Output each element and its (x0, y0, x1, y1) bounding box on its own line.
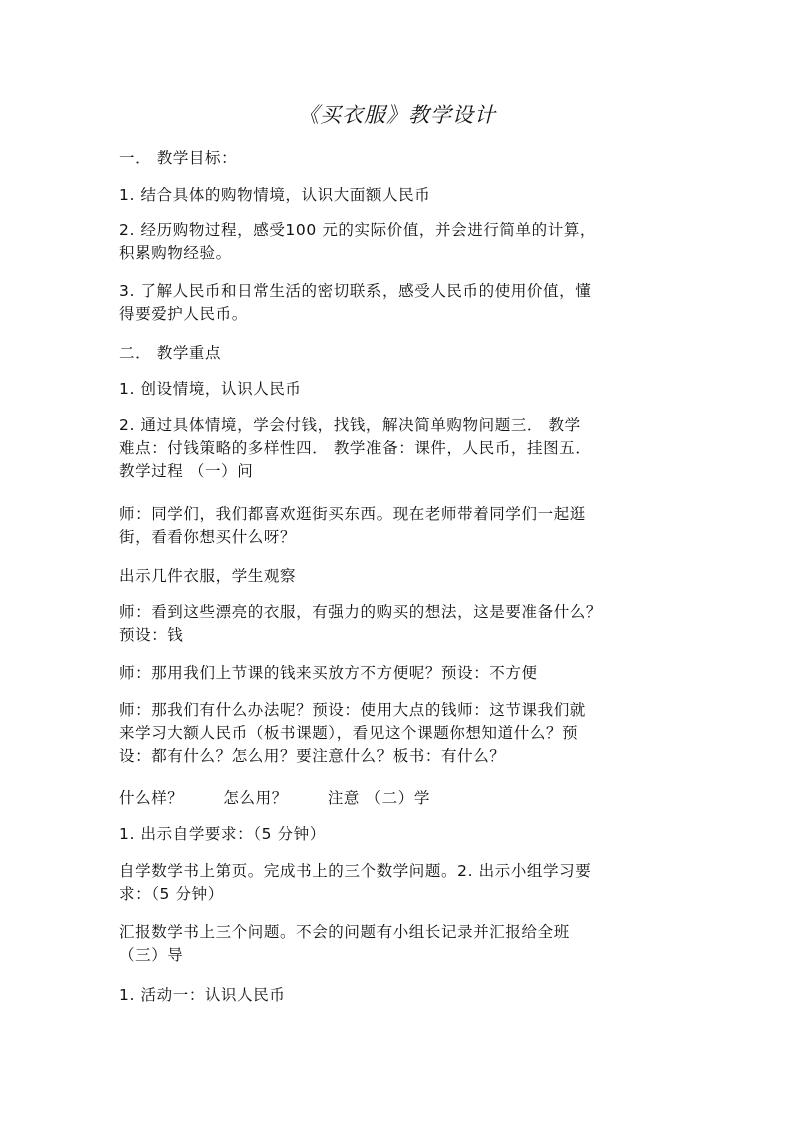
heading-teaching-goals (119, 147, 679, 170)
blackboard-questions (119, 787, 679, 810)
question-segment: 注意 （二）学 (327, 789, 430, 807)
text-line: 来学习大额人民币（板书课题），看见这个课题你想知道什么？预 (119, 724, 579, 742)
text-line: （三）导 (119, 946, 184, 964)
teacher-dialogue (119, 503, 679, 549)
self-study-text (119, 860, 679, 906)
text-line: 1. 结合具体的购物情境，认识大面额人民币 (119, 186, 431, 204)
goal-item-3 (119, 280, 679, 326)
text-line: 积累购物经验。 (119, 244, 232, 262)
text-line: 师：那用我们上节课的钱来买放方不方便呢？预设：不方便 (119, 664, 538, 682)
text-line: 自学数学书上第页。完成书上的三个数学问题。2. 出示小组学习要 (119, 862, 592, 880)
activity-item-1 (119, 984, 679, 1007)
heading-teaching-focus (119, 342, 679, 365)
text-line (119, 787, 679, 810)
goal-item-2 (119, 219, 679, 265)
text-line: 师：那我们有什么办法呢？预设：使用大点的钱师：这节课我们就 (119, 701, 586, 719)
self-study-requirement (119, 823, 679, 846)
focus-item-2 (119, 414, 679, 483)
text-line: 1. 活动一：认识人民币 (119, 986, 286, 1004)
teacher-dialogue (119, 699, 679, 768)
teacher-dialogue (119, 601, 679, 647)
text-line: 师：同学们，我们都喜欢逛街买东西。现在老师带着同学们一起逛 (119, 505, 586, 523)
text-line: 难点：付钱策略的多样性四． 教学准备：课件，人民币，挂图五． (119, 439, 592, 457)
instruction-text (119, 565, 679, 588)
text-line: 二． 教学重点 (119, 344, 222, 362)
text-line: 得要爱护人民币。 (119, 305, 248, 323)
text-line: 3. 了解人民币和日常生活的密切联系，感受人民币的使用价值，懂 (119, 282, 592, 300)
text-line: 汇报数学书上三个问题。不会的问题有小组长记录并汇报给全班 (119, 923, 570, 941)
text-line: 一． 教学目标： (119, 149, 238, 167)
text-line: 出示几件衣服，学生观察 (119, 567, 297, 585)
question-segment: 怎么用？ (223, 789, 288, 807)
text-line: 设：都有什么？怎么用？要注意什么？板书：有什么？ (119, 747, 506, 765)
text-line: 求：（5 分钟） (119, 885, 224, 903)
text-line: 1. 创设情境，认识人民币 (119, 380, 302, 398)
text-line: 师：看到这些漂亮的衣服，有强力的购买的想法，这是要准备什么？ (119, 603, 603, 621)
focus-item-1 (119, 378, 679, 401)
text-line: 2. 通过具体情境，学会付钱，找钱，解决简单购物问题三． 教学 (119, 416, 581, 434)
text-line: 1. 出示自学要求：（5 分钟） (119, 825, 326, 843)
question-segment: 什么样？ (119, 789, 184, 807)
text-line: 街，看看你想买什么呀？ (119, 528, 297, 546)
text-line: 预设：钱 (119, 626, 184, 644)
text-line: 教学过程 （一）问 (119, 462, 254, 480)
teacher-dialogue (119, 662, 679, 685)
goal-item-1 (119, 184, 679, 207)
report-text (119, 921, 679, 967)
document-title: 《买衣服》教学设计 (298, 103, 496, 127)
text-line: 2. 经历购物过程，感受100 元的实际价值，并会进行简单的计算， (119, 221, 597, 239)
